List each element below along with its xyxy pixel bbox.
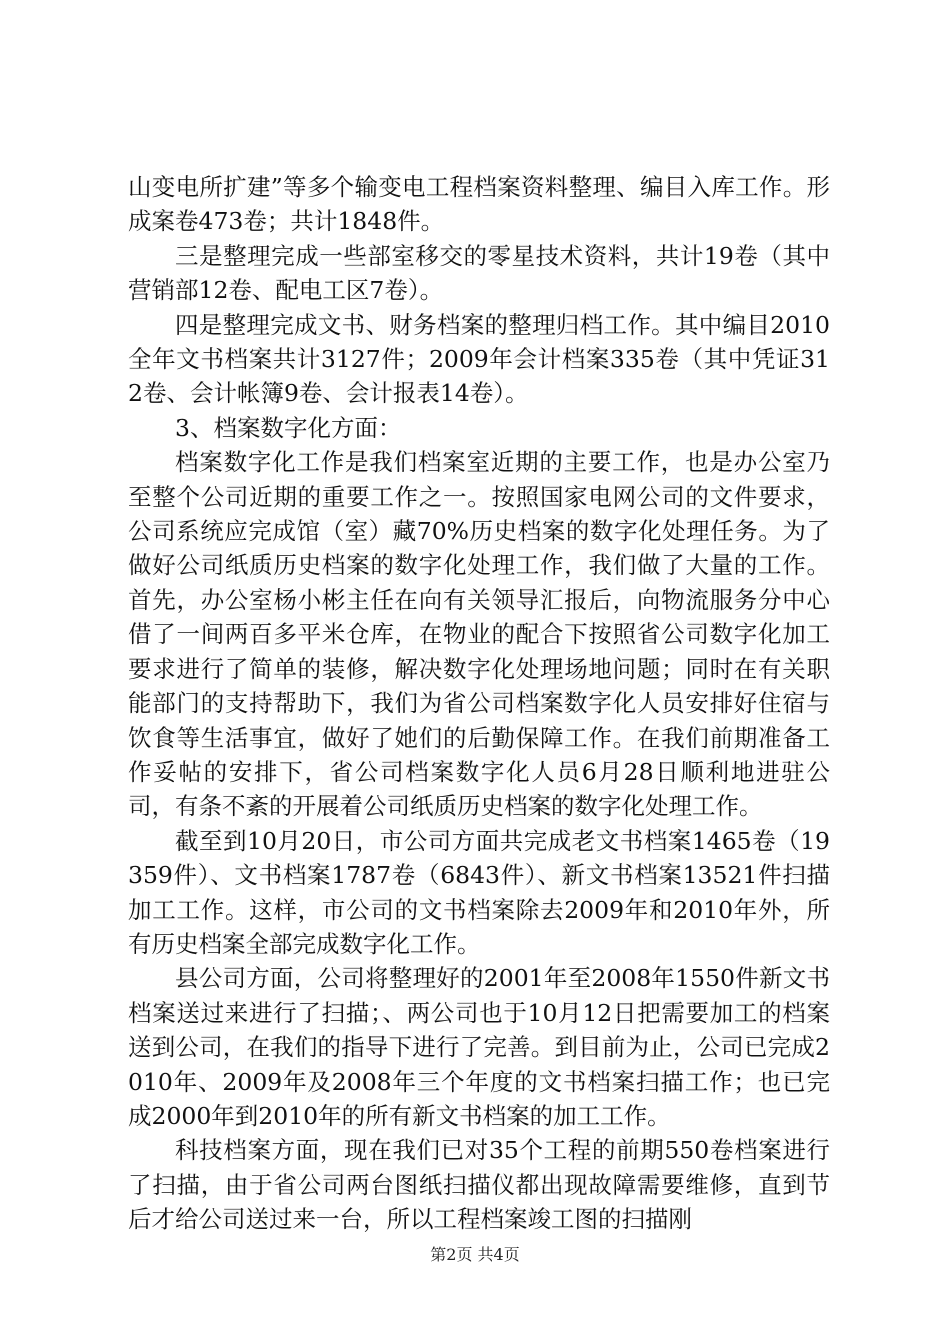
- paragraph-digitization-overview: 档案数字化工作是我们档案室近期的主要工作，也是办公室乃至整个公司近期的重要工作之一。按照国家电网公司的文件要求，公司系统应完成馆（室）藏70%历史档案的数字化处理任务。为了做好公司纸质历史档案的数字化处理工作，我们做了大量的工作。首先，办公室杨小彬主任在向有关领导汇报后，向物流服务分中心借了一间两百多平米仓库，在物业的配合下按照省公司数字化加工要求进行了简单的装修，解决数字化处理场地问题；同时在有关职能部门的支持帮助下，我们为省公司档案数字化人员安排好住宿与饮食等生活事宜，做好了她们的后勤保障工作。在我们前期准备工作妥帖的安排下，省公司档案数字化人员6月28日顺利地进驻公司，有条不紊的开展着公司纸质历史档案的数字化处理工作。: [128, 448, 830, 821]
- paragraph-tech-archives: 科技档案方面，现在我们已对35个工程的前期550卷档案进行了扫描，由于省公司两台图纸扫描仪都出现故障需要维修，直到节后才给公司送过来一台，所以工程档案竣工图的扫描刚: [128, 1136, 830, 1234]
- section-heading-digitization: 3、档案数字化方面：: [175, 413, 402, 442]
- paragraph-item-four: 四是整理完成文书、财务档案的整理归档工作。其中编目2010全年文书档案共计3127件；2009年会计档案335卷（其中凭证312卷、会计帐簿9卷、会计报表14卷）。: [128, 310, 830, 408]
- page-number-label: 第2页 共4页: [430, 1245, 520, 1264]
- document-body: [128, 170, 830, 1237]
- paragraph-continuation: 山变电所扩建”等多个输变电工程档案资料整理、编目入库工作。形成案卷473卷；共计1848件。: [128, 173, 830, 236]
- paragraph-city-company-progress: 截至到10月20日，市公司方面共完成老文书档案1465卷（19359件）、文书档案1787卷（6843件）、新文书档案13521件扫描加工工作。这样，市公司的文书档案除去2009年和2010年外，所有历史档案全部完成数字化工作。: [128, 826, 830, 958]
- page-footer: [0, 1245, 950, 1265]
- paragraph-county-company-progress: 县公司方面，公司将整理好的2001年至2008年1550件新文书档案送过来进行了扫描；、两公司也于10月12日把需要加工的档案送到公司，在我们的指导下进行了完善。到目前为止，公司已完成2010年、2009年及2008年三个年度的文书档案扫描工作；也已完成2000年到2010年的所有新文书档案的加工工作。: [128, 964, 830, 1130]
- paragraph-item-three: 三是整理完成一些部室移交的零星技术资料，共计19卷（其中营销部12卷、配电工区7卷）。: [128, 241, 830, 305]
